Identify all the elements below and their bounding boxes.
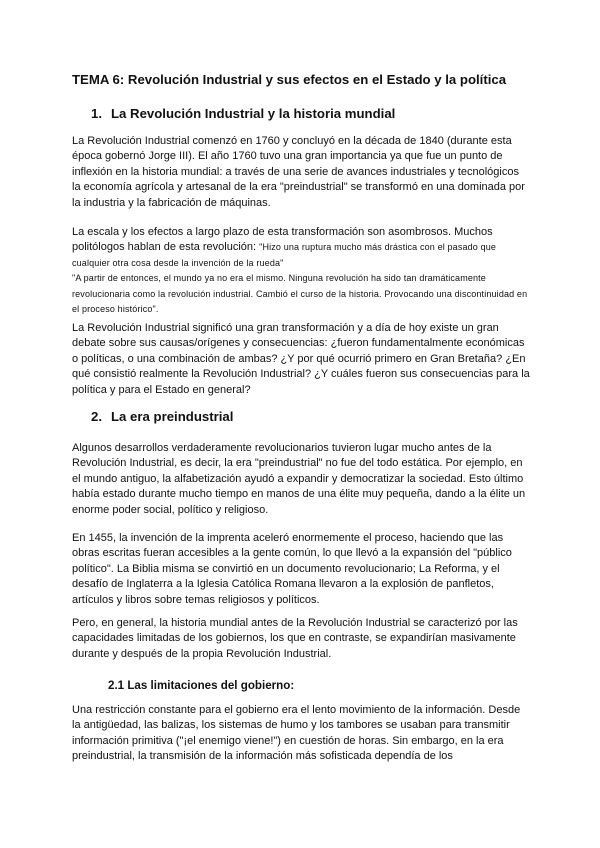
quote-1: "Hizo una ruptura mucho más drástica con el pasado que cualquier otra cosa desde la invención de la rueda" bbox=[72, 242, 497, 268]
section-2-paragraph-3: Pero, en general, la historia mundial antes de la Revolución Industrial se caracterizó por las capacidades limitadas de los gobiernos, los que en contraste, se expandirían masivamente durante y después de la propia Revolución Industrial. bbox=[72, 617, 518, 660]
section-1-paragraph-1: La Revolución Industrial comenzó en 1760 y concluyó en la década de 1840 (durante esta época gobernó Jorge III). El año 1760 tuvo una gran importancia ya que fue un punto de inflexión en la historia mundial: a través de una serie de avances industriales y tecnológicos la economía agrícola y artesanal de la era "preindustrial" se transformó en una dominada por la industria y la fabricación de máquinas. bbox=[72, 135, 525, 209]
quote-2: "A partir de entonces, el mundo ya no era el mismo. Ninguna revolución ha sido tan dramáticamente revolucionaria como la revolución industrial. Cambió el curso de la historia. Provocando una discontinuidad en el proceso histórico". bbox=[72, 273, 528, 315]
section-1-paragraph-3: La Revolución Industrial significó una gran transformación y a día de hoy existe un gran debate sobre sus causas/orígenes y consecuencias: ¿fueron fundamentalmente económicas o políticas, o una combinación de ambas? ¿Y por qué ocurrió primero en Gran Bretaña? ¿En qué consistió realmente la Revolución Industrial? ¿Y cuáles fueron sus consecuencias para la política y para el Estado en general? bbox=[72, 322, 530, 396]
section-1-number: 1. bbox=[91, 106, 102, 121]
section-2-paragraph-1: Algunos desarrollos verdaderamente revolucionarios tuvieron lugar mucho antes de la Revolución Industrial, es decir, la era "preindustrial" no fue del todo estática. Por ejemplo, en el mundo antiguo, la alfabetización ayudó a expandir y democratizar la sociedad. Esto último había estado durante mucho tiempo en manos de una élite muy pequeña, dando a la élite un enorme poder social, político y religioso. bbox=[72, 442, 526, 516]
section-2-paragraph-2: En 1455, la invención de la imprenta aceleró enormemente el proceso, haciendo que las obras escritas fueran accesibles a la gente común, lo que llevó a la expansión del "público político". La Biblia misma se convirtió en un documento revolucionario; La Reforma, y el desafío de Inglaterra a la Iglesia Católica Romana llevaron a la explosión de panfletos, artículos y libros sobre temas religiosos y políticos. bbox=[72, 532, 512, 606]
section-1-paragraph-2-intro: La escala y los efectos a largo plazo de esta transformación son asombrosos. Muchos politólogos hablan de esta revolución: bbox=[72, 226, 493, 254]
section-1-heading-text: La Revolución Industrial y la historia mundial bbox=[111, 106, 396, 121]
section-1-paragraph-2 bbox=[72, 225, 530, 317]
page-title: TEMA 6: Revolución Industrial y sus efectos en el Estado y la política bbox=[72, 72, 507, 87]
subsection-2-1-heading: 2.1 Las limitaciones del gobierno: bbox=[108, 679, 295, 692]
section-1-heading bbox=[91, 106, 395, 121]
subsection-2-1-paragraph-1: Una restricción constante para el gobierno era el lento movimiento de la información. Desde la antigüedad, las balizas, los sistemas de humo y los tambores se usaban para transmitir información primitiva ("¡el enemigo viene!") en cuestión de horas. Sin embargo, en la era preindustrial, la transmisión de la información más sofisticada dependía de los bbox=[72, 704, 521, 763]
section-2-heading bbox=[91, 409, 233, 424]
section-2-number: 2. bbox=[91, 409, 102, 424]
section-2-heading-text: La era preindustrial bbox=[111, 409, 234, 424]
